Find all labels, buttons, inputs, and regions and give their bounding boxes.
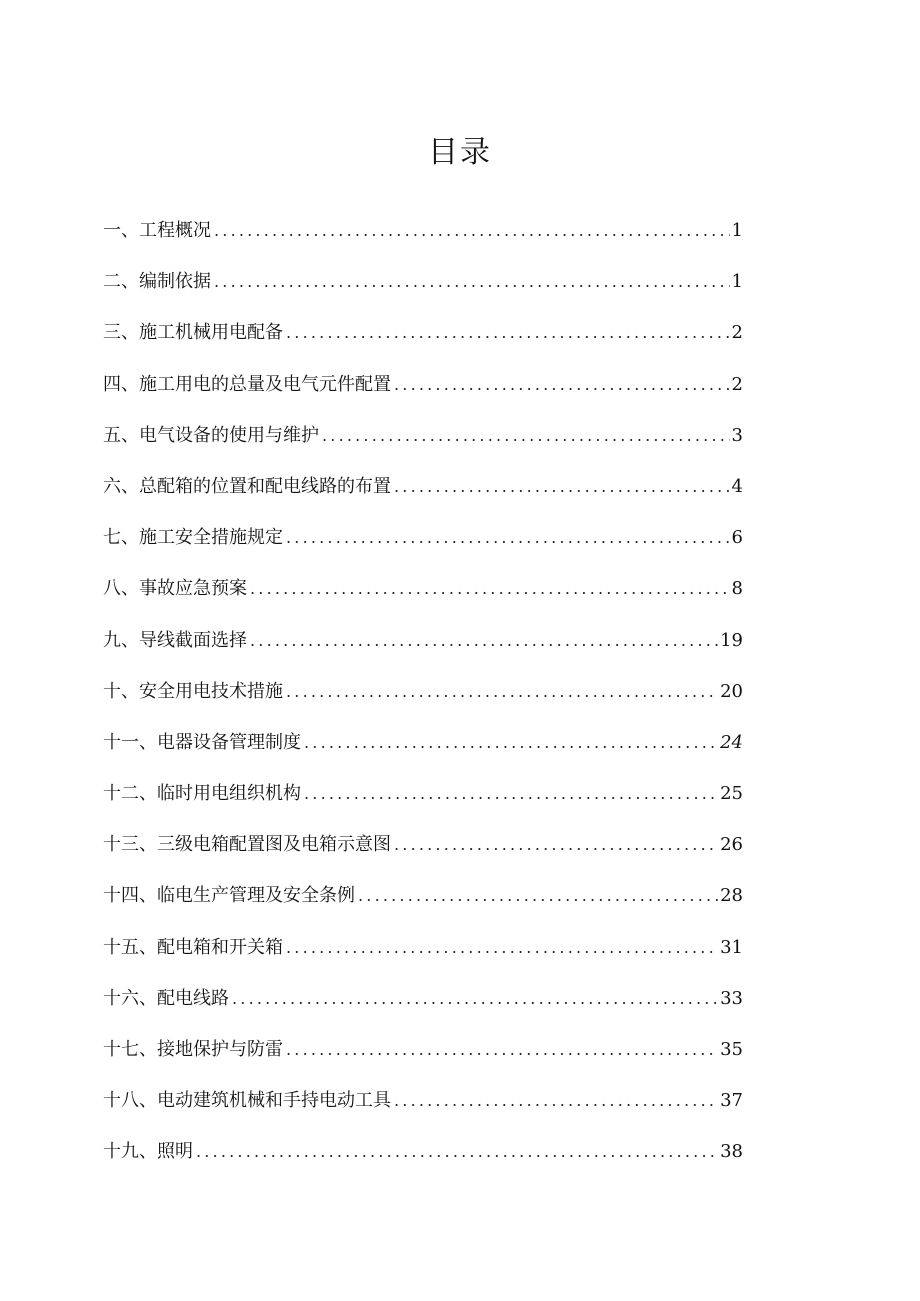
toc-entry-title: 十二、临时用电组织机构 [103,783,301,805]
toc-entry-title: 七、施工安全措施规定 [103,527,283,549]
toc-entry-4[interactable] [103,359,743,410]
toc-page-number: 38 [720,1141,743,1163]
toc-entry-title: 四、施工用电的总量及电气元件配置 [103,373,391,395]
toc-dot-leader [286,1024,718,1075]
toc-page-number: 20 [720,680,743,702]
toc-page-number: 33 [720,987,743,1009]
toc-dot-leader [250,615,718,666]
toc-entry-title: 二、编制依据 [103,271,211,293]
toc-dot-leader [286,307,730,358]
table-of-contents [103,205,743,1178]
page-title: 目录 [428,135,492,170]
toc-dot-leader [304,768,718,819]
toc-entry-title: 三、施工机械用电配备 [103,322,283,344]
toc-dot-leader [250,563,730,614]
toc-page-number: 4 [731,475,743,497]
toc-entry-title: 十六、配电线路 [103,987,229,1009]
toc-dot-leader [394,1075,718,1126]
toc-entry-6[interactable] [103,461,743,512]
toc-dot-leader [286,666,718,717]
toc-dot-leader [196,1126,718,1177]
toc-entry-3[interactable] [103,307,743,358]
toc-entry-12[interactable] [103,768,743,819]
toc-dot-leader [304,717,718,768]
toc-entry-15[interactable] [103,922,743,973]
toc-page-number: 19 [720,629,743,651]
toc-page-number: 8 [731,578,743,600]
toc-dot-leader [322,410,730,461]
toc-page-number: 2 [731,322,743,344]
toc-page-number: 25 [720,783,743,805]
toc-entry-title: 五、电气设备的使用与维护 [103,424,319,446]
toc-entry-11[interactable] [103,717,743,768]
toc-entry-10[interactable] [103,666,743,717]
toc-dot-leader [214,205,730,256]
toc-entry-14[interactable] [103,870,743,921]
toc-entry-19[interactable] [103,1126,743,1177]
toc-page-number: 2 [731,373,743,395]
toc-entry-17[interactable] [103,1024,743,1075]
toc-entry-8[interactable] [103,563,743,614]
toc-entry-13[interactable] [103,819,743,870]
toc-page-number: 1 [731,220,743,241]
toc-page-number: 1 [731,271,743,293]
toc-entry-title: 十七、接地保护与防雷 [103,1039,283,1060]
toc-dot-leader [232,973,718,1024]
toc-dot-leader [214,256,730,307]
toc-entry-9[interactable] [103,615,743,666]
toc-entry-title: 十三、三级电箱配置图及电箱示意图 [103,834,391,856]
toc-page-number: 37 [720,1090,743,1112]
toc-entry-title: 一、工程概况 [103,220,211,241]
toc-entry-7[interactable] [103,512,743,563]
toc-entry-title: 十八、电动建筑机械和手持电动工具 [103,1090,391,1112]
toc-entry-title: 九、导线截面选择 [103,629,247,651]
toc-entry-1[interactable] [103,205,743,256]
toc-entry-title: 十一、电器设备管理制度 [103,731,301,753]
toc-entry-16[interactable] [103,973,743,1024]
toc-page-number: 24 [720,731,743,753]
toc-entry-18[interactable] [103,1075,743,1126]
toc-dot-leader [394,461,730,512]
toc-entry-title: 十四、临电生产管理及安全条例 [103,885,355,907]
toc-page-number: 26 [720,834,743,856]
toc-entry-2[interactable] [103,256,743,307]
toc-page-number: 28 [720,885,743,907]
toc-dot-leader [286,922,718,973]
toc-dot-leader [394,819,718,870]
toc-entry-5[interactable] [103,410,743,461]
toc-page-number: 6 [731,527,743,549]
toc-page-number: 3 [731,424,743,446]
toc-page-number: 31 [720,936,743,958]
toc-dot-leader [358,870,718,921]
toc-dot-leader [286,512,730,563]
toc-entry-title: 六、总配箱的位置和配电线路的布置 [103,475,391,497]
toc-entry-title: 十九、照明 [103,1141,193,1163]
toc-entry-title: 十五、配电箱和开关箱 [103,936,283,958]
toc-page-number: 35 [720,1039,743,1060]
toc-entry-title: 十、安全用电技术措施 [103,680,283,702]
toc-entry-title: 八、事故应急预案 [103,578,247,600]
toc-dot-leader [394,359,730,410]
